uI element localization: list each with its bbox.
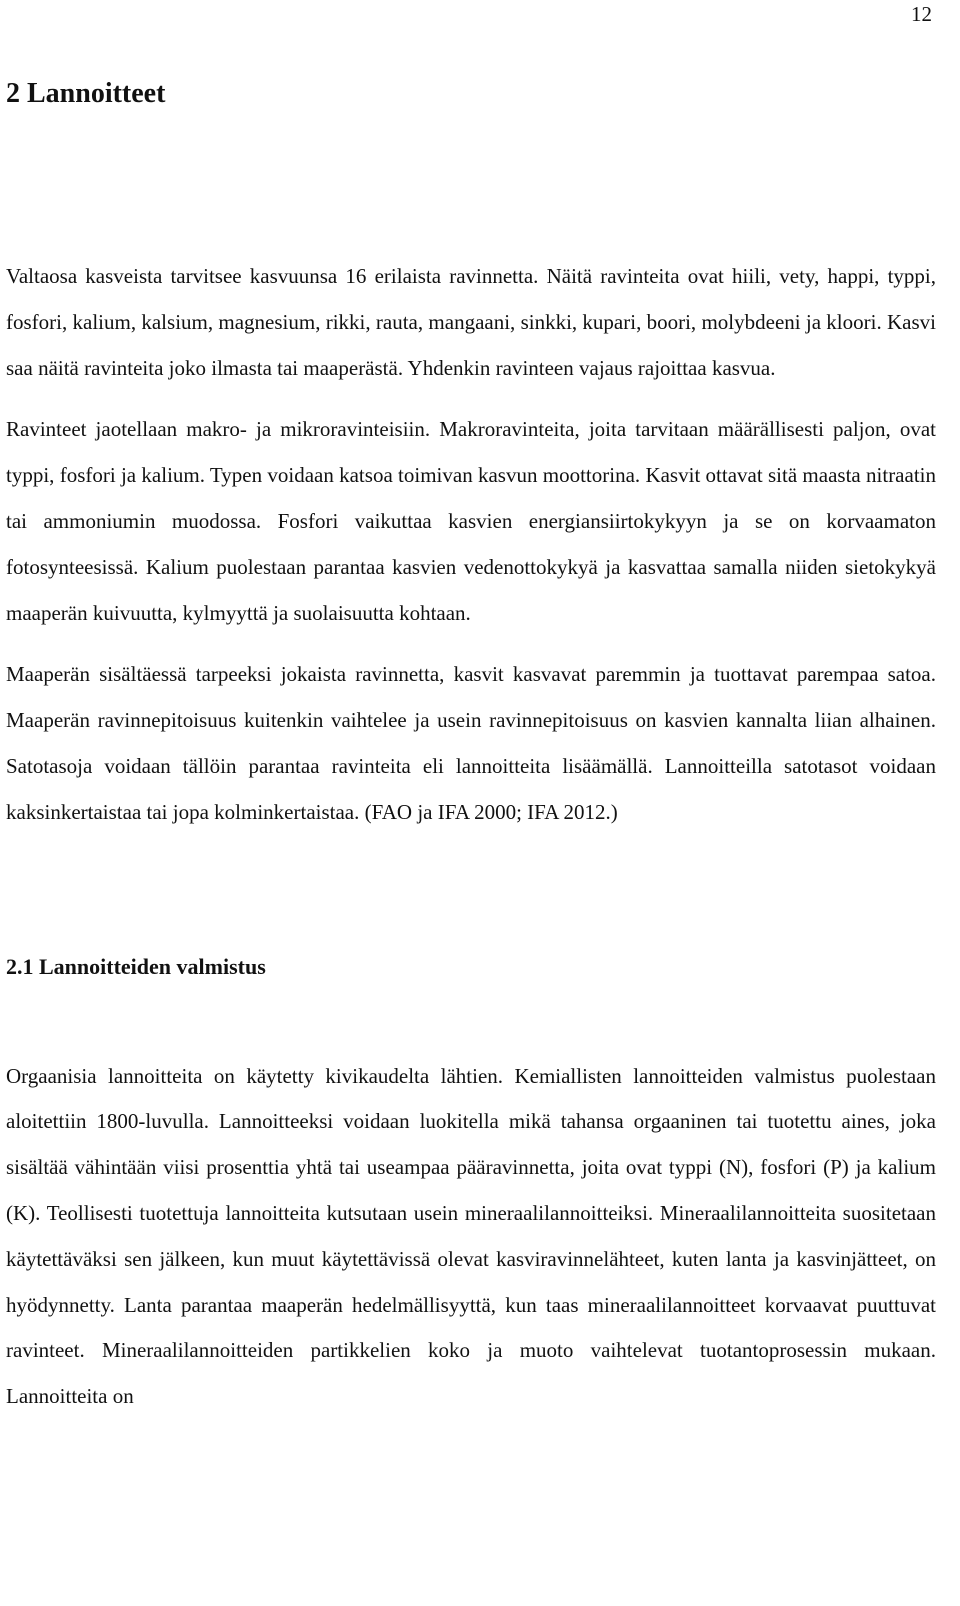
- section-title: 2.1 Lannoitteiden valmistus: [6, 953, 266, 979]
- paragraph-macronutrients: Ravinteet jaotellaan makro- ja mikroravinteisiin. Makroravinteita, joita tarvitaan määrällisesti paljon, ovat typpi, fosfori ja kalium. Typen voidaan katsoa toimivan kasvun moottorina. Kasvit ottavat sitä maasta nitraatin tai ammoniumin muodossa. Fosfori vaikuttaa kasvien energiansiirtokykyyn ja se on korvaamaton fotosynteesissä. Kalium puolestaan parantaa kasvien vedenottokykyä ja kasvattaa samalla niiden sietokykyä maaperän kuivuutta, kylmyyttä ja suolaisuutta kohtaan.: [6, 417, 936, 625]
- paragraph-soil-nutrients: Maaperän sisältäessä tarpeeksi jokaista ravinnetta, kasvit kasvavat paremmin ja tuottavat parempaa satoa. Maaperän ravinnepitoisuus kuitenkin vaihtelee ja usein ravinnepitoisuus on kasvien kannalta liian alhainen. Satotasoja voidaan tällöin parantaa ravinteita eli lannoitteita lisäämällä. Lannoitteilla satotasot voidaan kaksinkertaistaa tai jopa kolminkertaistaa. (FAO ja IFA 2000; IFA 2012.): [6, 662, 936, 824]
- chapter-title: 2 Lannoitteet: [6, 78, 166, 109]
- document-body: [6, 74, 936, 1420]
- paragraph-fertilizer-manufacturing: Orgaanisia lannoitteita on käytetty kivikaudelta lähtien. Kemiallisten lannoitteiden valmistus puolestaan aloitettiin 1800-luvulla. Lannoitteeksi voidaan luokitella mikä tahansa orgaaninen tai tuotettu aines, joka sisältää vähintään viisi prosenttia yhtä tai useampaa pääravinnetta, joita ovat typpi (N), fosfori (P) ja kalium (K). Teollisesti tuotettuja lannoitteita kutsutaan usein mineraalilannoitteiksi. Mineraalilannoitteita suositetaan käytettäväksi sen jälkeen, kun muut käytettävissä olevat kasviravinnelähteet, kuten lanta ja kasvinjätteet, on hyödynnetty. Lanta parantaa maaperän hedelmällisyyttä, kun taas mineraalilannoitteet korvaavat puuttuvat ravinteet. Mineraalilannoitteiden partikkelien koko ja muoto vaihtelevat tuotantoprosessin mukaan. Lannoitteita on: [6, 1063, 936, 1409]
- paragraph-nutrients: Valtaosa kasveista tarvitsee kasvuunsa 16 erilaista ravinnetta. Näitä ravinteita ovat hiili, vety, happi, typpi, fosfori, kalium, kalsium, magnesium, rikki, rauta, mangaani, sinkki, kupari, boori, molybdeeni ja kloori. Kasvi saa näitä ravinteita joko ilmasta tai maaperästä. Yhdenkin ravinteen vajaus rajoittaa kasvua.: [6, 264, 936, 380]
- page-number: 12: [911, 2, 932, 26]
